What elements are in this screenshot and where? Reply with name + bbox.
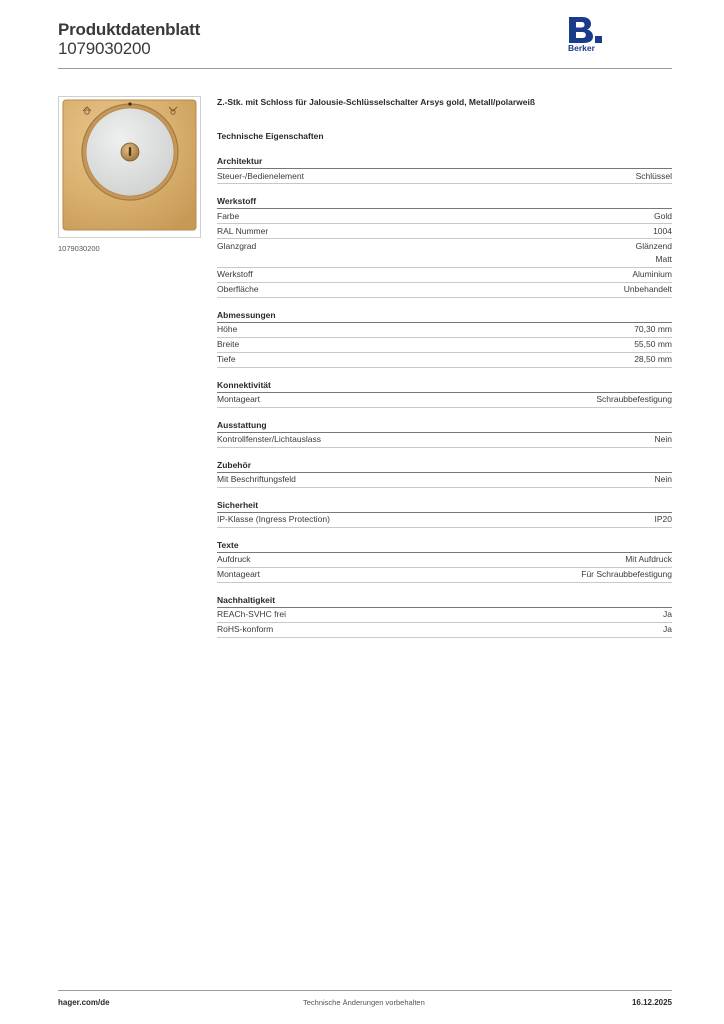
spec-row [217,553,672,568]
spec-row [217,338,672,353]
spec-label: RoHS-konform [217,624,274,634]
spec-value: Unbehandelt [623,284,672,294]
spec-row [217,169,672,184]
footer-website[interactable]: hager.com/de [58,998,110,1007]
spec-value: Schraubbefestigung [596,394,672,404]
product-image [58,96,201,238]
spec-section [217,195,672,298]
spec-values [654,210,672,224]
spec-label: Breite [217,339,240,349]
spec-values [655,433,672,447]
spec-values [625,553,672,567]
spec-section-title: Nachhaltigkeit [217,594,672,608]
spec-label: Farbe [217,210,240,221]
spec-label: IP-Klasse (Ingress Protection) [217,514,330,524]
spec-row [217,473,672,488]
spec-row [217,239,672,268]
header-divider [58,68,672,69]
specifications-panel [217,96,672,638]
spec-row [217,623,672,638]
spec-value: Nein [654,434,672,444]
spec-value: Glänzend [635,240,672,251]
logo-text: Berker [568,43,595,53]
berker-logo [567,16,603,58]
spec-row [217,568,672,583]
spec-label: Oberfläche [217,284,259,294]
spec-values [632,268,672,282]
spec-label: Mit Beschriftungsfeld [217,474,296,484]
spec-section [217,419,672,448]
spec-value: Aluminium [632,269,672,279]
spec-label: Steuer-/Bedienelement [217,170,304,181]
spec-row [217,224,672,239]
spec-value: IP20 [654,514,672,524]
page-header [58,20,672,70]
spec-value: Ja [663,624,672,634]
document-number: 1079030200 [58,39,151,58]
spec-value: 28,50 mm [634,354,672,364]
spec-label: Tiefe [217,354,236,364]
spec-value: 1004 [653,225,672,236]
spec-label: Glanzgrad [217,240,257,251]
spec-values [624,283,672,297]
spec-row [217,513,672,528]
spec-section-title: Abmessungen [217,309,672,323]
spec-section [217,459,672,488]
footer-notice: Technische Änderungen vorbehalten [303,998,425,1007]
spec-value: Nein [654,474,672,484]
spec-row [217,353,672,368]
spec-section [217,499,672,528]
spec-values [636,170,672,184]
footer-divider [58,990,672,991]
spec-values [636,240,672,267]
spec-label: Aufdruck [217,554,251,564]
spec-value: Mit Aufdruck [625,554,672,564]
berker-b-icon [567,16,603,44]
spec-values [655,513,673,527]
spec-value: Schlüssel [635,170,672,181]
spec-values [634,353,672,367]
spec-label: Montageart [217,394,260,404]
spec-row [217,433,672,448]
spec-section-title: Sicherheit [217,499,672,513]
key-switch-plate-illustration [59,97,200,237]
spec-values [596,393,672,407]
spec-section [217,594,672,638]
spec-section-title: Architektur [217,155,672,169]
spec-values [581,568,672,582]
spec-row [217,323,672,338]
spec-label: Kontrollfenster/Lichtauslass [217,434,321,444]
spec-label: Werkstoff [217,269,253,279]
spec-values [634,323,672,337]
product-image-caption: 1079030200 [58,244,100,253]
spec-value: 55,50 mm [634,339,672,349]
spec-row [217,608,672,623]
spec-row [217,393,672,408]
spec-label: RAL Nummer [217,225,269,236]
spec-sections [217,155,672,638]
spec-values [655,473,672,487]
spec-value: 70,30 mm [634,324,672,334]
document-title: Produktdatenblatt [58,20,201,39]
spec-row [217,283,672,298]
spec-section-title: Texte [217,539,672,553]
spec-label: Montageart [217,569,260,579]
spec-values [663,623,672,637]
spec-value: Matt [655,254,672,264]
spec-section [217,539,672,583]
spec-values [663,608,672,622]
spec-value: Gold [654,210,672,221]
spec-value: Ja [663,609,672,619]
spec-section [217,155,672,184]
spec-values [634,338,672,352]
spec-section-title: Zubehör [217,459,672,473]
spec-row [217,268,672,283]
spec-section [217,309,672,368]
spec-section [217,379,672,408]
spec-label: REACh-SVHC frei [217,609,286,619]
spec-section-title: Konnektivität [217,379,672,393]
spec-section-title: Ausstattung [217,419,672,433]
spec-row [217,209,672,224]
technical-properties-heading: Technische Eigenschaften [217,131,324,141]
spec-values [653,225,672,239]
footer-date: 16.12.2025 [631,998,672,1007]
spec-value: Für Schraubbefestigung [581,569,672,579]
spec-label: Höhe [217,324,238,334]
spec-section-title: Werkstoff [217,195,672,209]
product-name: Z.-Stk. mit Schloss für Jalousie-Schlüsselschalter Arsys gold, Metall/polarweiß [217,97,536,107]
